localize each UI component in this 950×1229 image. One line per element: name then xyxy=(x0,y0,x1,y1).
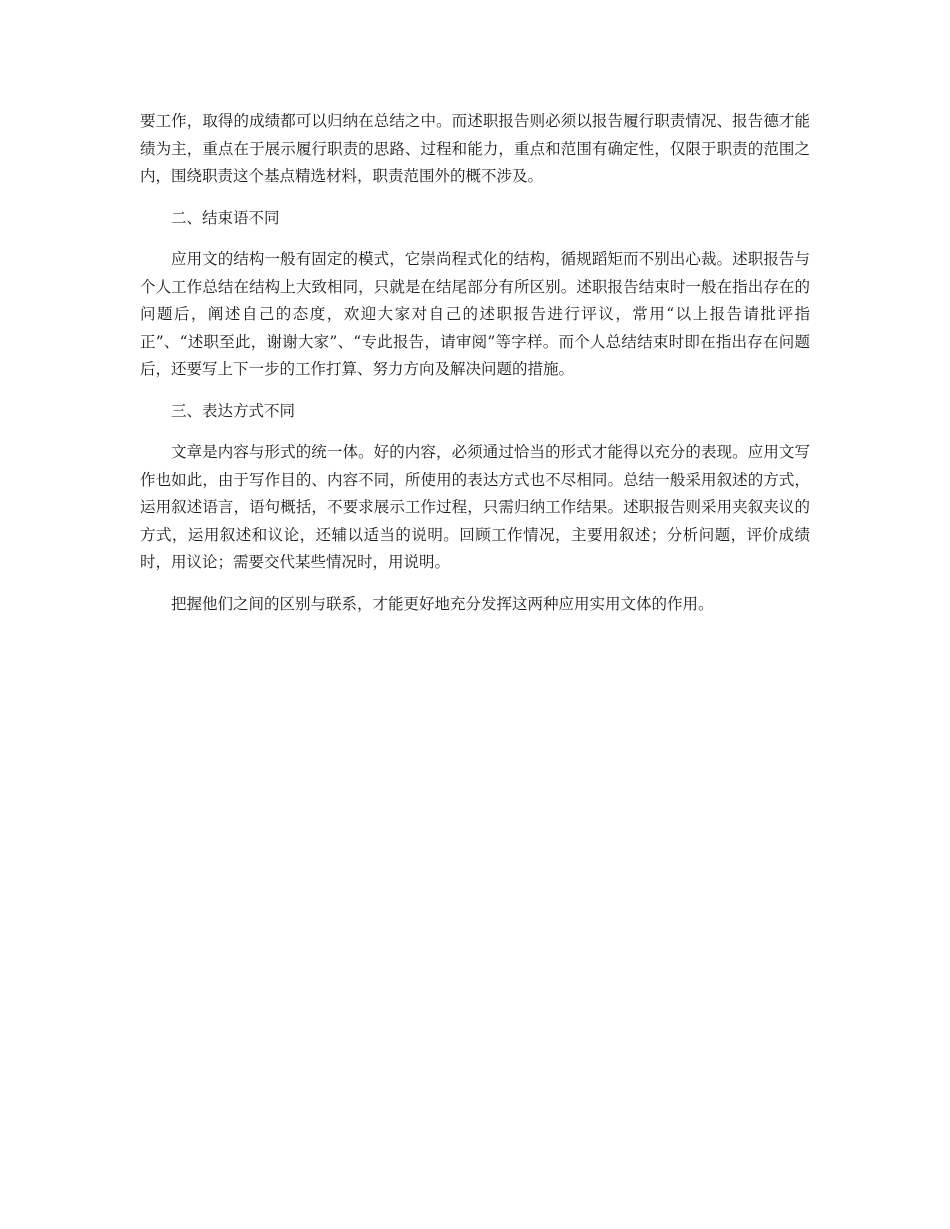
section-heading-3: 三、表达方式不同 xyxy=(171,401,296,420)
paragraph-body: 应用文的结构一般有固定的模式，它崇尚程式化的结构，循规蹈矩而不别出心裁。述职报告与个人工作总结在结构上大致相同，只就是在结尾部分有所区别。述职报告结束时一般在指出存在的问题后，阐述自己的态度，欢迎大家对自己的述职报告进行评议，常用“以上报告请批评指正”、“述职至此，谢谢大家”、“专此报告，请审阅”等字样。而个人总结结束时即在指出存在问题后，还要写上下一步的工作打算、努力方向及解决问题的措施。 xyxy=(140,250,810,378)
paragraph-continued: 要工作，取得的成绩都可以归纳在总结之中。而述职报告则必须以报告履行职责情况、报告德才能绩为主，重点在于展示履行职责的思路、过程和能力，重点和范围有确定性，仅限于职责的范围之内，围绕职责这个基点精选材料，职责范围外的概不涉及。 xyxy=(140,112,810,185)
document-page xyxy=(140,108,810,632)
paragraph-body: 文章是内容与形式的统一体。好的内容，必须通过恰当的形式才能得以充分的表现。应用文写作也如此，由于写作目的、内容不同，所使用的表达方式也不尽相同。总结一般采用叙述的方式，运用叙述语言，语句概括，不要求展示工作过程，只需归纳工作结果。述职报告则采用夹叙夹议的方式，运用叙述和议论，还辅以适当的说明。回顾工作情况，主要用叙述；分析问题，评价成绩时，用议论；需要交代某些情况时，用说明。 xyxy=(140,443,810,571)
paragraph-conclusion: 把握他们之间的区别与联系，才能更好地充分发挥这两种应用实用文体的作用。 xyxy=(171,594,714,613)
section-heading-2: 二、结束语不同 xyxy=(171,208,280,227)
